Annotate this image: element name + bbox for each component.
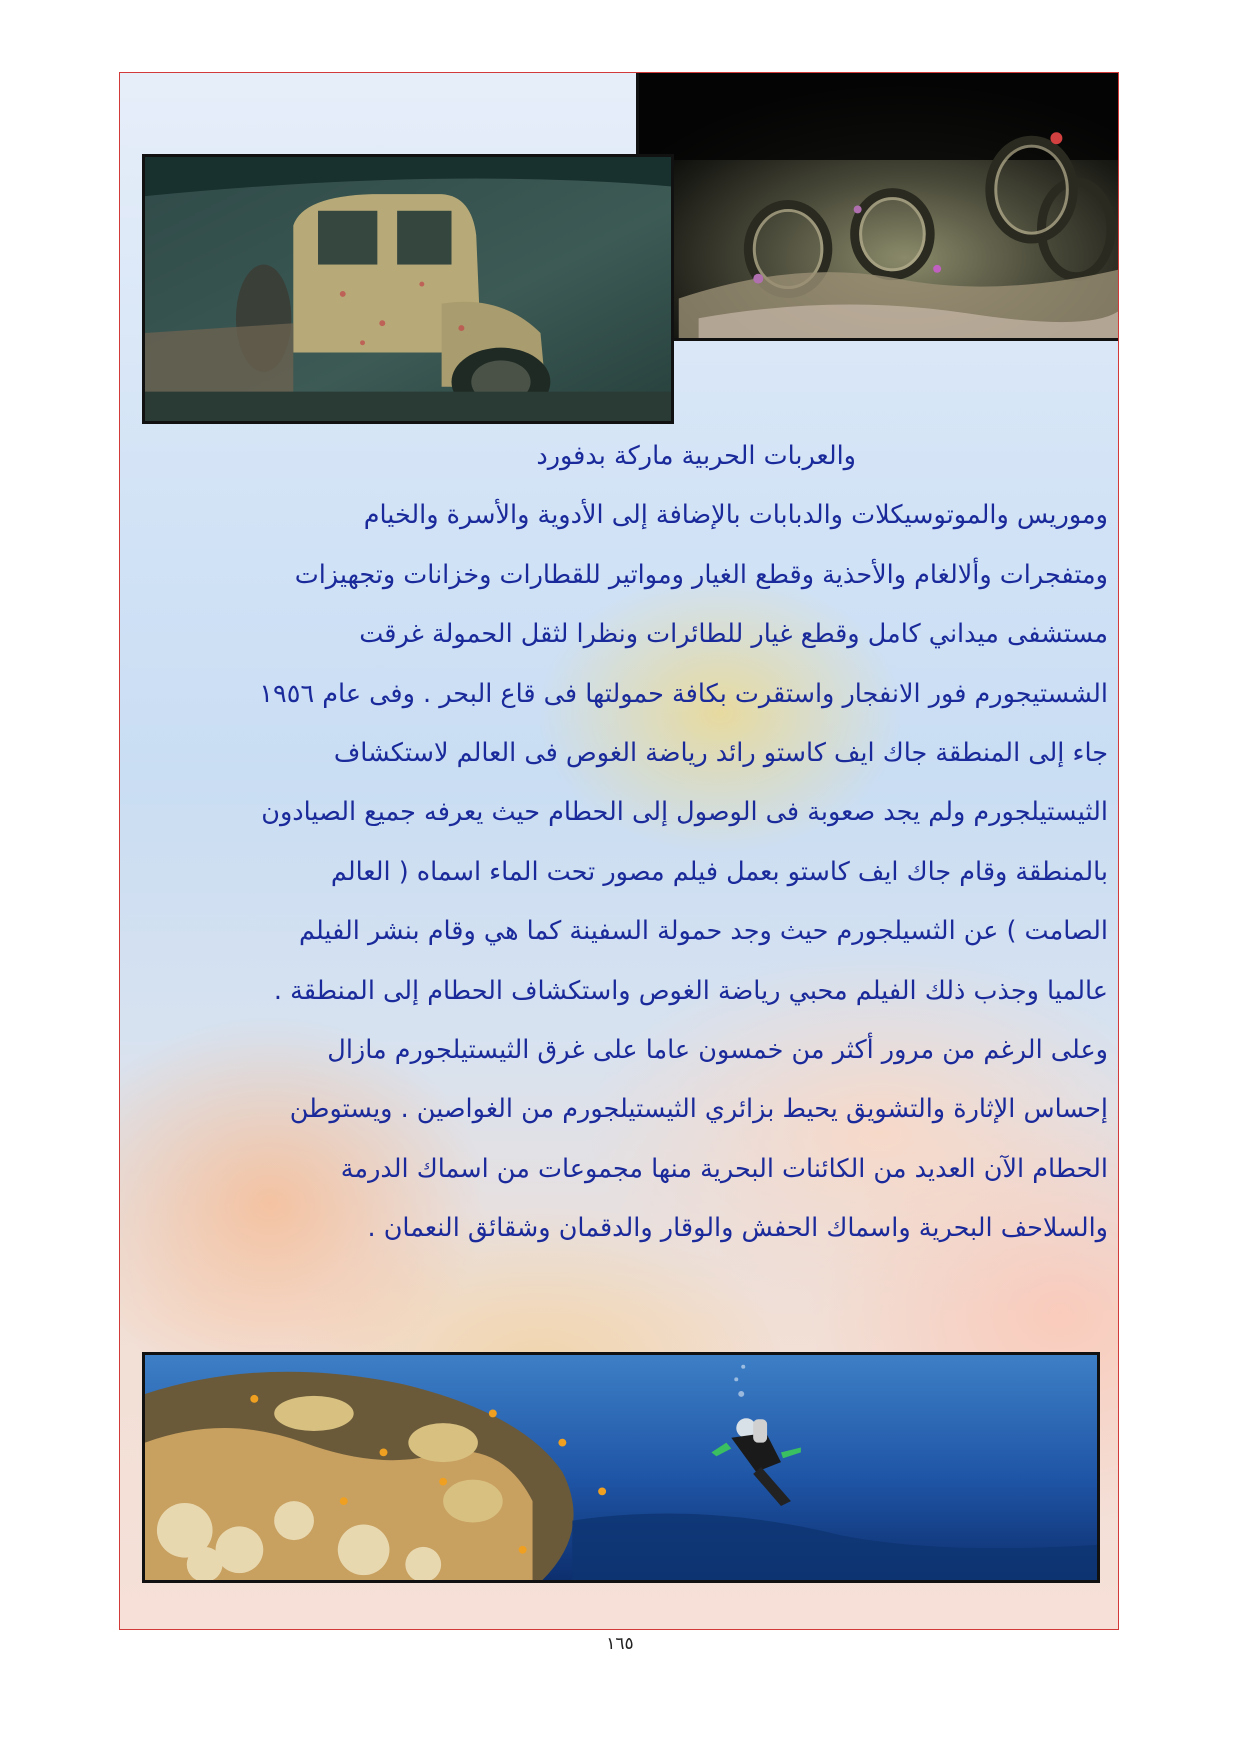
wreck-truck-photo (142, 154, 674, 424)
article-line-9: الصامت ) عن الثسيلجورم حيث وجد حمولة السفينة كما هي وقام بنشر الفيلم (299, 916, 1108, 947)
article-body (134, 427, 1108, 1259)
article-line-3: ومتفجرات وألالغام والأحذية وقطع الغيار ومواتير للقطارات وخزانات وتجهيزات (294, 559, 1108, 590)
article-line-10: عالميا وجذب ذلك الفيلم محبي رياضة الغوص واستكشاف الحطام إلى المنطقة . (273, 975, 1108, 1006)
article-line-12: إحساس الإثارة والتشويق يحيط بزائري الثيستيلجورم من الغواصين . ويستوطن (289, 1094, 1108, 1125)
article-line-11: وعلى الرغم من مرور أكثر من خمسون عاما على غرق الثيستيلجورم مازال (327, 1035, 1108, 1066)
article-line-5: الشستيجورم فور الانفجار واستقرت بكافة حمولتها فى قاع البحر . وفى عام ١٩٥٦ (259, 678, 1108, 709)
article-line-6: جاء إلى المنطقة جاك ايف كاستو رائد رياضة الغوص فى العالم لاستكشاف (333, 738, 1108, 769)
coral-reef-diver-photo (142, 1352, 1100, 1583)
article-line-13: الحطام الآن العديد من الكائنات البحرية منها مجموعات من اسماك الدرمة (340, 1153, 1108, 1184)
article-line-7: الثيستيلجورم ولم يجد صعوبة فى الوصول إلى الحطام حيث يعرفه جميع الصيادون (261, 797, 1108, 828)
article-line-2: وموريس والموتوسيكلات والدبابات بالإضافة إلى الأدوية والأسرة والخيام (363, 500, 1108, 531)
article-line-14: والسلاحف البحرية واسماك الحفش والوقار والدقمان وشقائق النعمان . (367, 1213, 1108, 1244)
page-frame (119, 72, 1119, 1630)
article-line-4: مستشفى ميداني كامل وقطع غيار للطائرات ونظرا لثقل الحمولة غرقت (359, 619, 1108, 650)
article-line-8: بالمنطقة وقام جاك ايف كاستو بعمل فيلم مصور تحت الماء اسماه ( العالم (330, 856, 1108, 887)
page-number: ١٦٥ (606, 1634, 634, 1654)
wreck-motorcycles-photo (636, 72, 1119, 341)
article-line-1: والعربات الحربية ماركة بدفورد (536, 441, 856, 471)
